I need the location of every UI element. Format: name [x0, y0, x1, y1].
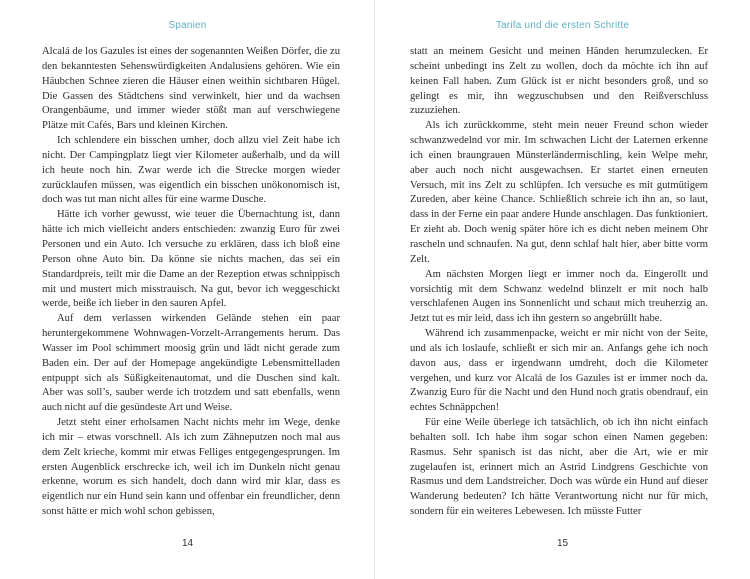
- paragraph: Als ich zurückkomme, steht mein neuer Freund schon wieder schwanzwedelnd vor mir. Im schwachen Licht der Laternen erkenne ich einen braungrauen Münsterländermischling, kein Welpe mehr, aber auch noch nicht ausgewachsen. Er startet einen erneuten Versuch, mit ins Zelt zu schlüpfen. Ich versuche es mit gutmütigem Zureden, aber keine Chance. Schließlich schreie ich ihn an, so laut, dass in der Ferne ein paar andere Hunde anschlagen. Das funktioniert. Er zieht ab. Doch wenig später höre ich es dicht neben meinem Ohr rascheln und schnaufen. Na gut, denn schlaf halt hier, aber bitte vorm Zelt.: [410, 120, 708, 265]
- paragraph: Für eine Weile überlege ich tatsächlich, ob ich ihn nicht einfach behalten soll. Ich habe ihm sogar schon einen Namen gegeben: Rasmus. Sehr spanisch ist das nicht, aber die Art, wie er mir zugelaufen ist, erinnert mich an Astrid Lindgrens Geschichte von Rasmus und dem Landstreicher. Doch was würde ein Hund auf dieser Wanderung bedeuten? Ich hätte Verantwortung nicht nur für mich, sondern für ein weiteres Lebewesen. Ich müsste Futter: [410, 417, 708, 518]
- paragraph: Ich schlendere ein bisschen umher, doch allzu viel Zeit habe ich nicht. Der Campingplatz liegt vier Kilometer außerhalb, und da will ich heute noch hin. Zwar werde ich die Strecke morgen wieder zurücklaufen müssen, was eigentlich ein bisschen unökonomisch ist, doch was tut man nicht alles für eine warme Dusche.: [42, 135, 340, 206]
- paragraph: Auf dem verlassen wirkenden Gelände stehen ein paar heruntergekommene Wohnwagen-Vorzelt-Arrangements herum. Das Wasser im Pool schimmert moosig grün und lädt nicht gerade zum Baden ein. Der auf der Homepage angekündigte Lebensmittelladen entpuppt sich als Süßigkeitenautomat, und die Duschen sind kalt. Aber was soll’s, sauber werde ich trotzdem und satt ebenfalls, wenn auch nicht auf die gesündeste Art und Weise.: [42, 313, 340, 414]
- page-number-left: 14: [181, 538, 194, 549]
- paragraph: Jetzt steht einer erholsamen Nacht nichts mehr im Wege, denke ich mir – etwas vorschnell. Als ich zum Zähneputzen noch mal aus dem Zelt krieche, kommt mir etwas Felliges entgegengesprungen. Im ersten Augenblick erschrecke ich, weil ich im Dunkeln nicht genau erkenne, worum es sich handelt, doch dann wird mir klar, dass es eigentlich nur ein Hund sein kann und offenbar ein freundlicher, denn sonst hätte er mich wohl schon gebissen,: [42, 417, 340, 518]
- running-head-left: Spanien: [168, 20, 207, 31]
- paragraph: Hätte ich vorher gewusst, wie teuer die Übernachtung ist, dann hätte ich mich vielleicht anders entschieden: zwanzig Euro für zwei Personen und ein Auto. Ich versuche zu erklären, dass ich bloß eine Person ohne Auto bin. Da könne sie nichts machen, das sei ein Standardpreis, teilt mir die Dame an der Rezeption etwas schnippisch mit und mustert mich misstrauisch. Na gut, bevor ich weggeschickt werde, beiße ich lieber in den sauren Apfel.: [42, 209, 340, 310]
- paragraph: Am nächsten Morgen liegt er immer noch da. Eingerollt und vorsichtig mit dem Schwanz wedelnd blinzelt er mit noch halb verschlafenen Augen ins Sonnenlicht und schaut mich treuherzig an. Jetzt tut es mir leid, dass ich ihn gestern so angebrüllt habe.: [410, 268, 708, 325]
- right-page: [375, 0, 750, 579]
- left-page-body: [42, 45, 340, 520]
- paragraph: Während ich zusammenpacke, weicht er mir nicht von der Seite, und als ich loslaufe, schließt er sich mir an. Anfangs gehe ich noch davon aus, dass er irgendwann umdreht, doch die Kilometer vergehen, und kurz vor Alcalá de los Gazules ist er immer noch da. Zwanzig Euro für die Nacht und den Hund noch gratis obendrauf, ein echtes Schnäppchen!: [410, 328, 708, 414]
- running-head-right: Tarifa und die ersten Schritte: [495, 20, 630, 31]
- page-number-right: 15: [556, 538, 569, 549]
- paragraph: statt an meinem Gesicht und meinen Händen herumzulecken. Er scheint unbedingt ins Zelt zu wollen, doch da möchte ich ihn auf keinen Fall haben. Zum Glück ist er nicht besonders groß, und so gelingt es mir, ihn wegzuschubsen und den Reißverschluss zuzuziehen.: [410, 46, 708, 117]
- right-page-body: [410, 45, 708, 520]
- paragraph: Alcalá de los Gazules ist eines der sogenannten Weißen Dörfer, die zu den bekanntesten Sehenswürdigkeiten Andalusiens gehören. Wie ein Häubchen Schnee zieren die Häuser einen weithin sichtbaren Hügel. Die Gassen des Städtchens sind verwinkelt, hier und da wachsen Orangenbäume, und immer wieder stößt man auf verschwiegene Plätze mit Cafés, Bars und kleinen Kirchen.: [42, 46, 340, 132]
